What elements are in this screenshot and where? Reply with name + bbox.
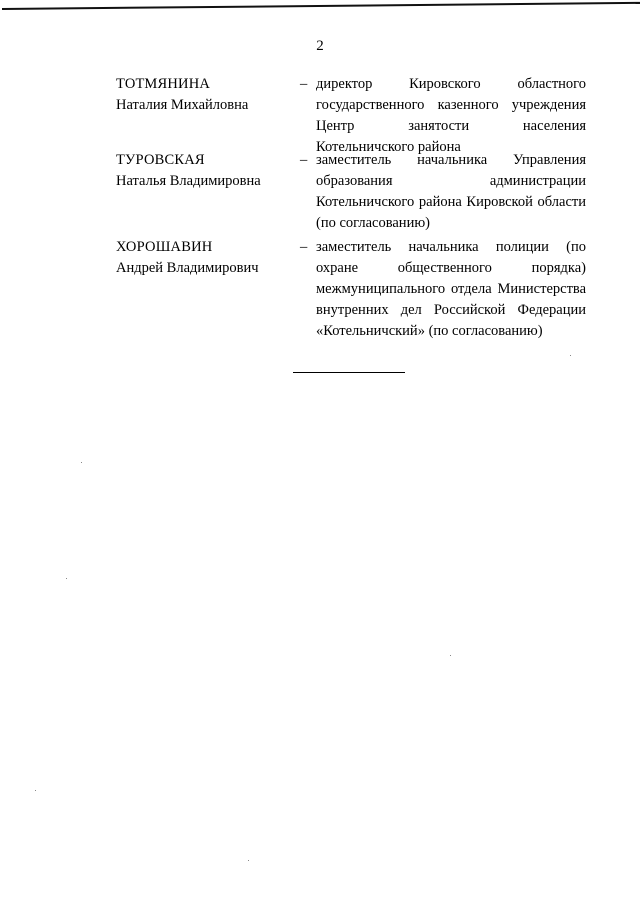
member-position: заместитель начальника полиции (по охране общественного порядка) межмуниципального отдела Министерства внутренних дел Российской Федерации «Котельничский» (по согласованию) — [316, 239, 586, 339]
member-surname: ТОТМЯНИНА — [116, 76, 211, 92]
page-number: 2 — [316, 38, 324, 54]
dash-separator: – — [300, 76, 308, 92]
member-name — [116, 237, 296, 279]
member-given-names: Андрей Владимирович — [116, 260, 259, 276]
member-position: директор Кировского областного государственного казенного учреждения Центр занятости населения Котельничского района — [316, 76, 586, 155]
member-surname: ТУРОВСКАЯ — [116, 152, 205, 168]
dash-separator: – — [300, 152, 308, 168]
end-of-list-rule — [293, 372, 405, 373]
member-name — [116, 150, 296, 192]
member-given-names: Наталья Владимировна — [116, 173, 261, 189]
member-surname: ХОРОШАВИН — [116, 239, 213, 255]
dash-separator: – — [300, 239, 308, 255]
scan-speck — [450, 655, 451, 656]
scan-speck — [81, 462, 82, 463]
scan-speck — [66, 578, 67, 579]
scan-edge-line — [2, 2, 640, 10]
scan-speck — [248, 860, 249, 861]
scan-speck — [35, 790, 36, 791]
member-given-names: Наталия Михайловна — [116, 97, 249, 113]
scan-speck — [570, 355, 571, 356]
member-name — [116, 74, 296, 116]
member-position: заместитель начальника Управления образования администрации Котельничского района Кировской области (по согласованию) — [316, 152, 586, 231]
